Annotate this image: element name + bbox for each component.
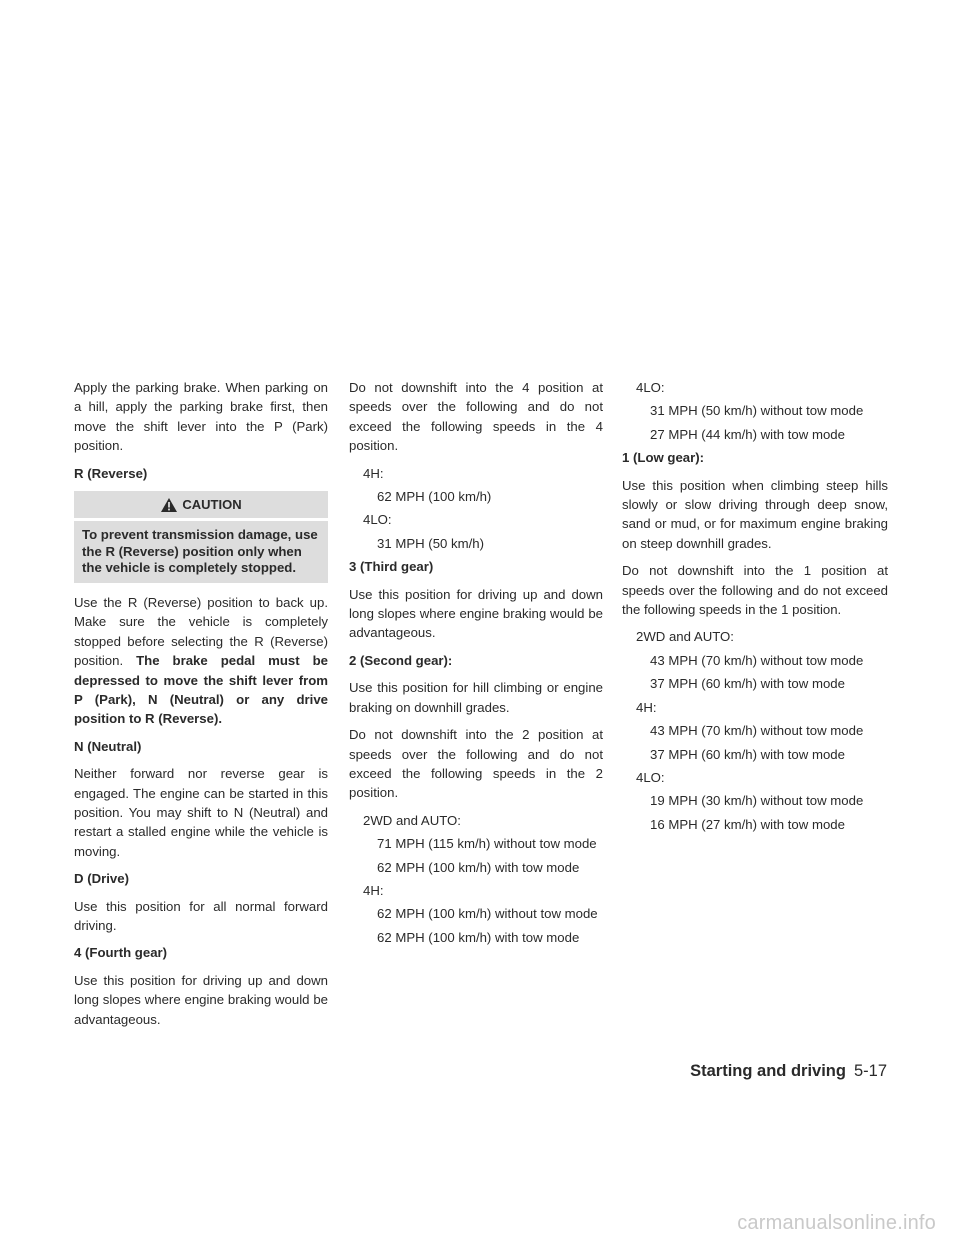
low-4h-no-tow: 43 MPH (70 km/h) without tow mode [650, 723, 864, 739]
fourth-gear-heading: 4 (Fourth gear) [74, 945, 168, 961]
low-limit-paragraph: Do not downshift into the 1 position at speeds over the following and do not exceed the following speeds in the 1 position. [622, 563, 888, 618]
low-2wd-tow: 37 MPH (60 km/h) with tow mode [650, 676, 845, 692]
speed-4h-label: 4H: [363, 465, 384, 481]
section-title: Starting and driving [690, 1062, 846, 1080]
column-left [74, 378, 328, 1037]
speed-4h-value: 62 MPH (100 km/h) [377, 489, 492, 505]
fourth-limit-paragraph: Do not downshift into the 4 position at speeds over the following and do not exceed the following speeds in the 4 position. [349, 380, 603, 454]
drive-heading: D (Drive) [74, 871, 129, 887]
low-2wd-no-tow: 43 MPH (70 km/h) without tow mode [650, 652, 864, 668]
low-2wd-label: 2WD and AUTO: [636, 629, 734, 645]
low-gear-paragraph: Use this position when climbing steep hills slowly or slow driving through deep snow, sand or mud, or for maximum engine braking on steep downhill grades. [622, 477, 888, 551]
second-gear-heading: 2 (Second gear): [349, 652, 453, 668]
second-2wd-no-tow: 71 MPH (115 km/h) without tow mode [377, 836, 597, 852]
second-4h-label: 4H: [363, 882, 384, 898]
reverse-text: Use the R (Reverse) position to back up. Make sure the vehicle is completely stopped before selecting the R (Reverse) position. [74, 594, 328, 669]
intro-paragraph: Apply the parking brake. When parking on a hill, apply the parking brake first, then move the shift lever into the P (Park) position. [74, 380, 328, 454]
speed-4lo-label: 4LO: [363, 512, 392, 528]
low-4lo-label: 4LO: [636, 769, 665, 785]
second-4h-tow: 62 MPH (100 km/h) with tow mode [377, 929, 580, 945]
low-4lo-tow: 16 MPH (27 km/h) with tow mode [650, 816, 845, 832]
third-gear-heading: 3 (Third gear) [349, 559, 434, 575]
fourth-gear-paragraph: Use this position for driving up and down long slopes where engine braking would be advantageous. [74, 972, 328, 1027]
second-2wd-label: 2WD and AUTO: [363, 812, 461, 828]
low-gear-heading: 1 (Low gear): [622, 450, 705, 466]
watermark: carmanualsonline.info [737, 1212, 936, 1234]
speed-4lo-value: 31 MPH (50 km/h) [377, 535, 484, 551]
reverse-heading: R (Reverse) [74, 465, 148, 481]
column-right [622, 378, 888, 838]
second-2wd-tow: 62 MPH (100 km/h) with tow mode [377, 859, 580, 875]
second-4h-no-tow: 62 MPH (100 km/h) without tow mode [377, 906, 598, 922]
low-4h-label: 4H: [636, 699, 657, 715]
second-4lo-label: 4LO: [636, 380, 665, 395]
page-footer [690, 1062, 887, 1081]
reverse-warning-bold: The brake pedal must be depressed to move the shift lever from P (Park), N (Neutral) or any drive position to R (Reverse). [74, 653, 328, 727]
low-4lo-no-tow: 19 MPH (30 km/h) without tow mode [650, 793, 864, 809]
neutral-paragraph: Neither forward nor reverse gear is engaged. The engine can be started in this position. You may shift to N (Neutral) and restart a stalled engine while the vehicle is moving. [74, 766, 328, 859]
caution-title [74, 491, 328, 521]
page-number: 5-17 [853, 1062, 887, 1080]
caution-label: CAUTION [182, 497, 242, 513]
second-gear-paragraph: Use this position for hill climbing or engine braking on downhill grades. [349, 680, 603, 715]
reverse-paragraph [74, 593, 328, 729]
caution-box [74, 491, 328, 583]
second-limit-paragraph: Do not downshift into the 2 position at speeds over the following and do not exceed the following speeds in the 2 position. [349, 727, 603, 801]
column-middle [349, 378, 603, 951]
second-4lo-no-tow: 31 MPH (50 km/h) without tow mode [650, 403, 864, 419]
drive-paragraph: Use this position for all normal forward driving. [74, 898, 328, 934]
warning-icon [160, 497, 178, 513]
caution-text: To prevent transmission damage, use the R (Reverse) position only when the vehicle is completely stopped. [82, 527, 318, 576]
neutral-heading: N (Neutral) [74, 738, 142, 754]
second-4lo-tow: 27 MPH (44 km/h) with tow mode [650, 426, 845, 442]
third-gear-paragraph: Use this position for driving up and down long slopes where engine braking would be advantageous. [349, 586, 603, 641]
low-4h-tow: 37 MPH (60 km/h) with tow mode [650, 746, 845, 762]
